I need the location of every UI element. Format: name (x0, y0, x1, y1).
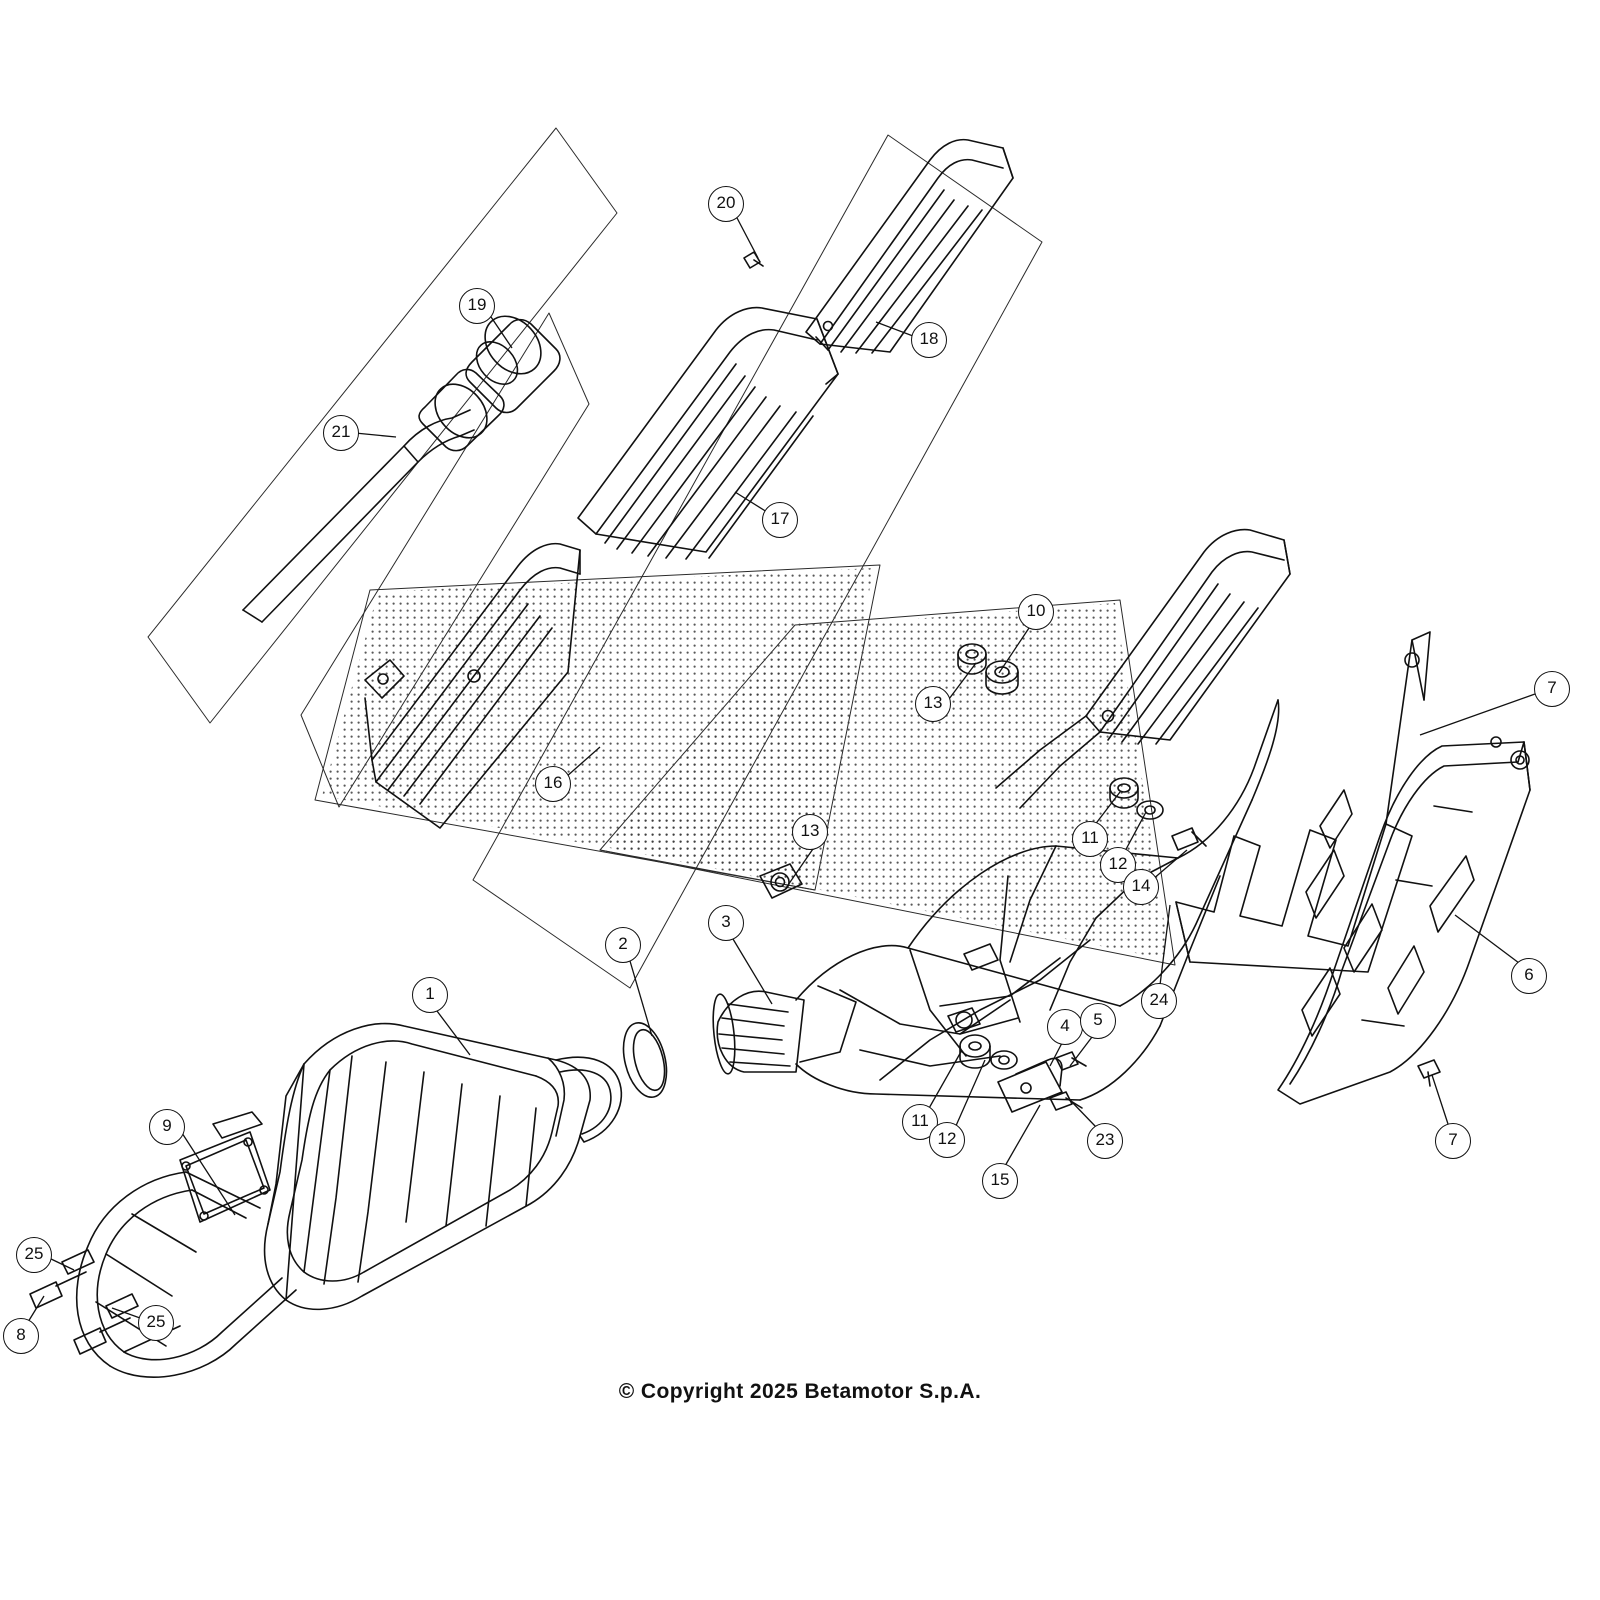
leader-line-12 (955, 1060, 985, 1128)
callout-18: 18 (911, 322, 947, 358)
leader-line-21 (355, 433, 396, 437)
callout-21: 21 (323, 415, 359, 451)
callout-3: 3 (708, 905, 744, 941)
leader-line-6 (1455, 915, 1519, 963)
leader-line-7 (1432, 1075, 1448, 1124)
leader-line-8 (28, 1296, 44, 1322)
callout-7: 7 (1534, 671, 1570, 707)
callout-13: 13 (915, 686, 951, 722)
callout-14: 14 (1123, 869, 1159, 905)
callout-16: 16 (535, 766, 571, 802)
callout-13: 13 (792, 814, 828, 850)
callout-25: 25 (138, 1305, 174, 1341)
callout-6: 6 (1511, 958, 1547, 994)
leader-line-1 (437, 1011, 470, 1055)
callout-23: 23 (1087, 1123, 1123, 1159)
leader-line-19 (489, 314, 512, 348)
callout-24: 24 (1141, 983, 1177, 1019)
callout-12: 12 (1100, 847, 1136, 883)
leader-line-25 (49, 1258, 74, 1270)
callout-8: 8 (3, 1318, 39, 1354)
callout-10: 10 (1018, 594, 1054, 630)
callout-20: 20 (708, 186, 744, 222)
callout-2: 2 (605, 927, 641, 963)
leader-line-23 (1070, 1100, 1096, 1127)
leader-line-7 (1420, 694, 1535, 735)
callout-19: 19 (459, 288, 495, 324)
callout-5: 5 (1080, 1003, 1116, 1039)
callout-11: 11 (1072, 821, 1108, 857)
leader-line-14 (1152, 850, 1187, 880)
leader-line-15 (1005, 1105, 1040, 1166)
callout-9: 9 (149, 1109, 185, 1145)
callout-7: 7 (1435, 1123, 1471, 1159)
callout-12: 12 (929, 1122, 965, 1158)
leader-line-3 (733, 939, 772, 1004)
callout-17: 17 (762, 502, 798, 538)
callout-15: 15 (982, 1163, 1018, 1199)
leader-line-20 (736, 216, 758, 258)
callout-4: 4 (1047, 1009, 1083, 1045)
leader-line-11 (928, 1050, 962, 1110)
copyright-notice: © Copyright 2025 Betamotor S.p.A. (618, 1380, 982, 1403)
callout-1: 1 (412, 977, 448, 1013)
leader-line-17 (735, 492, 767, 512)
callout-25: 25 (16, 1237, 52, 1273)
callout-11: 11 (902, 1104, 938, 1140)
